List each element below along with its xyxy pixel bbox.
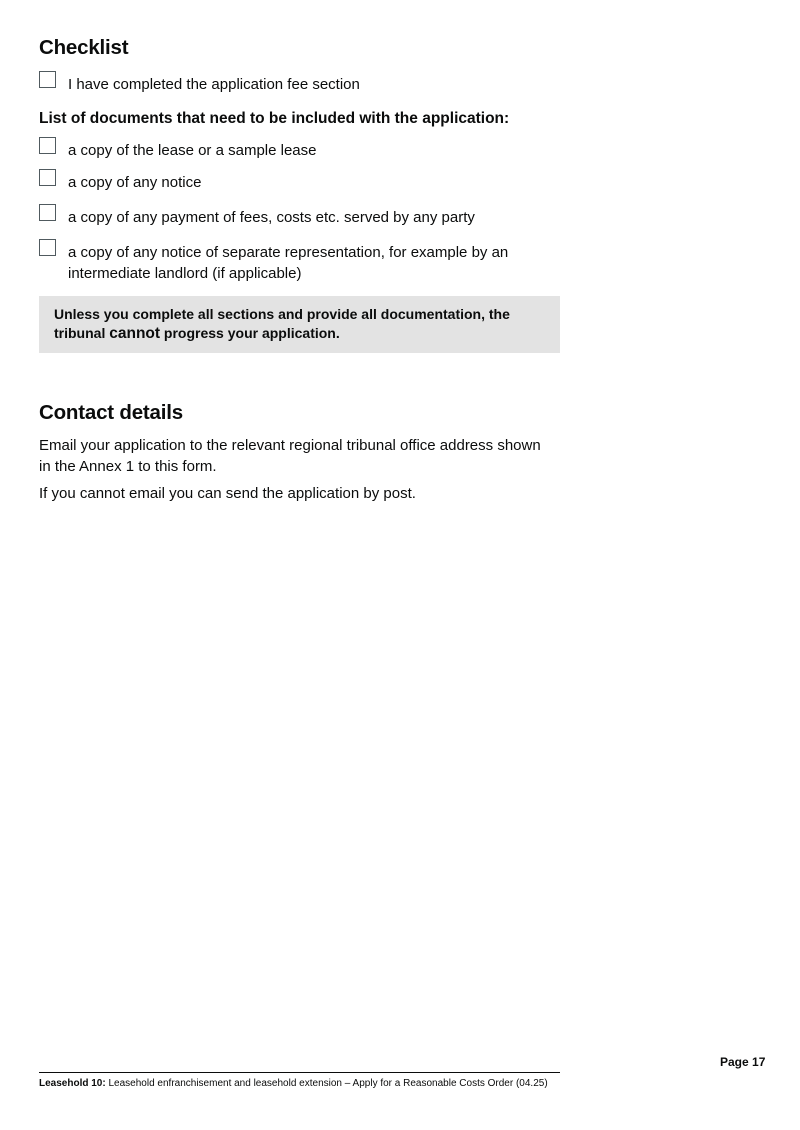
notice-checkbox[interactable]: [39, 169, 56, 186]
document-item-label: a copy of any notice: [68, 174, 202, 191]
payment-checkbox[interactable]: [39, 204, 56, 221]
notice-text-after: progress your application.: [160, 325, 340, 341]
contact-post-paragraph: If you cannot email you can send the application by post.: [39, 485, 416, 502]
checklist-heading: Checklist: [39, 36, 129, 59]
contact-details-heading: Contact details: [39, 401, 183, 424]
contact-email-paragraph: Email your application to the relevant regional tribunal office address shown in the Annex 1 to this form.: [39, 437, 541, 475]
checklist-item-label: I have completed the application fee section: [68, 76, 360, 93]
document-item-label: a copy of any payment of fees, costs etc. served by any party: [68, 209, 475, 226]
notice-text-before: Unless you complete all sections and provide all documentation, the tribunal: [54, 306, 510, 341]
footer-divider: [39, 1072, 560, 1073]
fee-section-checkbox[interactable]: [39, 71, 56, 88]
footer-form-title: Leasehold enfranchisement and leasehold extension – Apply for a Reasonable Costs Order (04.25): [108, 1078, 548, 1089]
document-item-payment: [39, 204, 548, 228]
document-item-label: a copy of any notice of separate representation, for example by an intermediate landlord (if applicable): [68, 244, 509, 282]
document-item-representation: [39, 239, 548, 284]
document-item-lease: [39, 137, 548, 161]
checklist-item-fee: [39, 71, 548, 95]
footer: [39, 1078, 548, 1089]
footer-form-code: Leasehold 10:: [39, 1078, 106, 1089]
warning-notice: [39, 296, 560, 353]
page-number: Page 17: [720, 1055, 766, 1069]
document-item-label: a copy of the lease or a sample lease: [68, 142, 317, 159]
notice-emphasis: cannot: [109, 325, 161, 342]
document-item-notice: [39, 169, 548, 193]
representation-checkbox[interactable]: [39, 239, 56, 256]
documents-list-heading: List of documents that need to be included with the application:: [39, 110, 510, 127]
lease-checkbox[interactable]: [39, 137, 56, 154]
